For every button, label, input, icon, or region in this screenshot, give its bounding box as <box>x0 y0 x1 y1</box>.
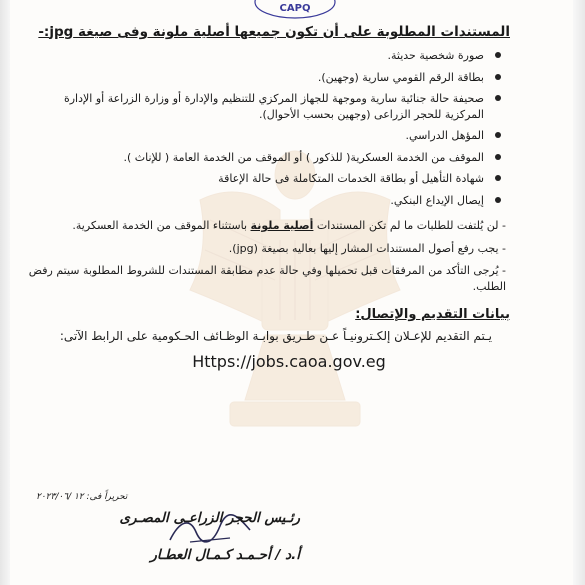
list-item: شهادة التأهيل أو بطاقة الخدمات المتكاملة فى حالة الإعاقة <box>28 171 484 187</box>
application-text: يـتم التقديم للإعـلان إلكـترونيـاً عـن طـريق بوابـة الوظـائف الحـكومية على الرابط الآتى: <box>59 329 492 343</box>
bullet-icon <box>495 74 501 80</box>
bullet-icon <box>495 132 501 138</box>
bullet-icon <box>495 197 501 203</box>
application-url-link[interactable]: Https://jobs.caoa.gov.eg <box>192 352 386 371</box>
list-item: صورة شخصية حديثة. <box>28 48 484 64</box>
note-verify-attachments: - يُرجى التأكد من المرفقات قبل تحميلها وفي حالة عدم مطابقة المستندات للشروط المطلوبة سيتم رفض الطلب. <box>28 264 506 293</box>
documents-heading: المستندات المطلوبة على أن تكون جميعها أصلية ملونة وفى صيغة jpg:- <box>38 24 510 40</box>
document-body <box>28 24 510 371</box>
note-jpg-format: - يجب رفع أصول المستندات المشار إليها بعاليه بصيغة (jpg). <box>228 241 506 255</box>
list-item: الموقف من الخدمة العسكرية( للذكور ) أو الموقف من الخدمة العامة ( للإناث ). <box>28 150 484 166</box>
notes-section <box>28 218 510 294</box>
svg-text:CAPQ: CAPQ <box>279 3 311 14</box>
bullet-icon <box>495 95 501 101</box>
application-heading: بيانات التقديم والإتصال: <box>355 307 510 322</box>
requirements-list <box>28 48 510 208</box>
bullet-icon <box>495 175 501 181</box>
bullet-icon <box>495 154 501 160</box>
capq-logo <box>253 0 337 20</box>
list-item: صحيفة حالة جنائية سارية وموجهة للجهاز المركزي للتنظيم والإدارة أو وزارة الزراعة أو الإدارة المركزية للحجر الزراعى (وجهين بحسب الأحوال). <box>28 91 484 122</box>
list-item: المؤهل الدراسي. <box>28 128 484 144</box>
scan-edge-right <box>573 0 585 585</box>
note-original-colored: - لن يُلتفت للطلبات ما لم تكن المستندات أصلية ملونة باستثناء الموقف من الخدمة العسكرية. <box>72 219 506 232</box>
scan-edge-left <box>0 0 10 585</box>
bullet-icon <box>495 52 501 58</box>
highlight-original-colored: أصلية ملونة <box>250 219 314 232</box>
list-item: إيصال الإيداع البنكي. <box>28 193 484 209</box>
issue-date: تحريراً فى: ١٢ /٢٠٢٣/٠٦ <box>36 492 128 502</box>
list-item: بطاقة الرقم القومي سارية (وجهين). <box>28 70 484 86</box>
signatory-title: رئـيس الحجر الزراعـى المصـرى <box>119 510 300 526</box>
signatory-name: أ.د / أحـمـد كـمـال العطـار <box>150 547 300 563</box>
